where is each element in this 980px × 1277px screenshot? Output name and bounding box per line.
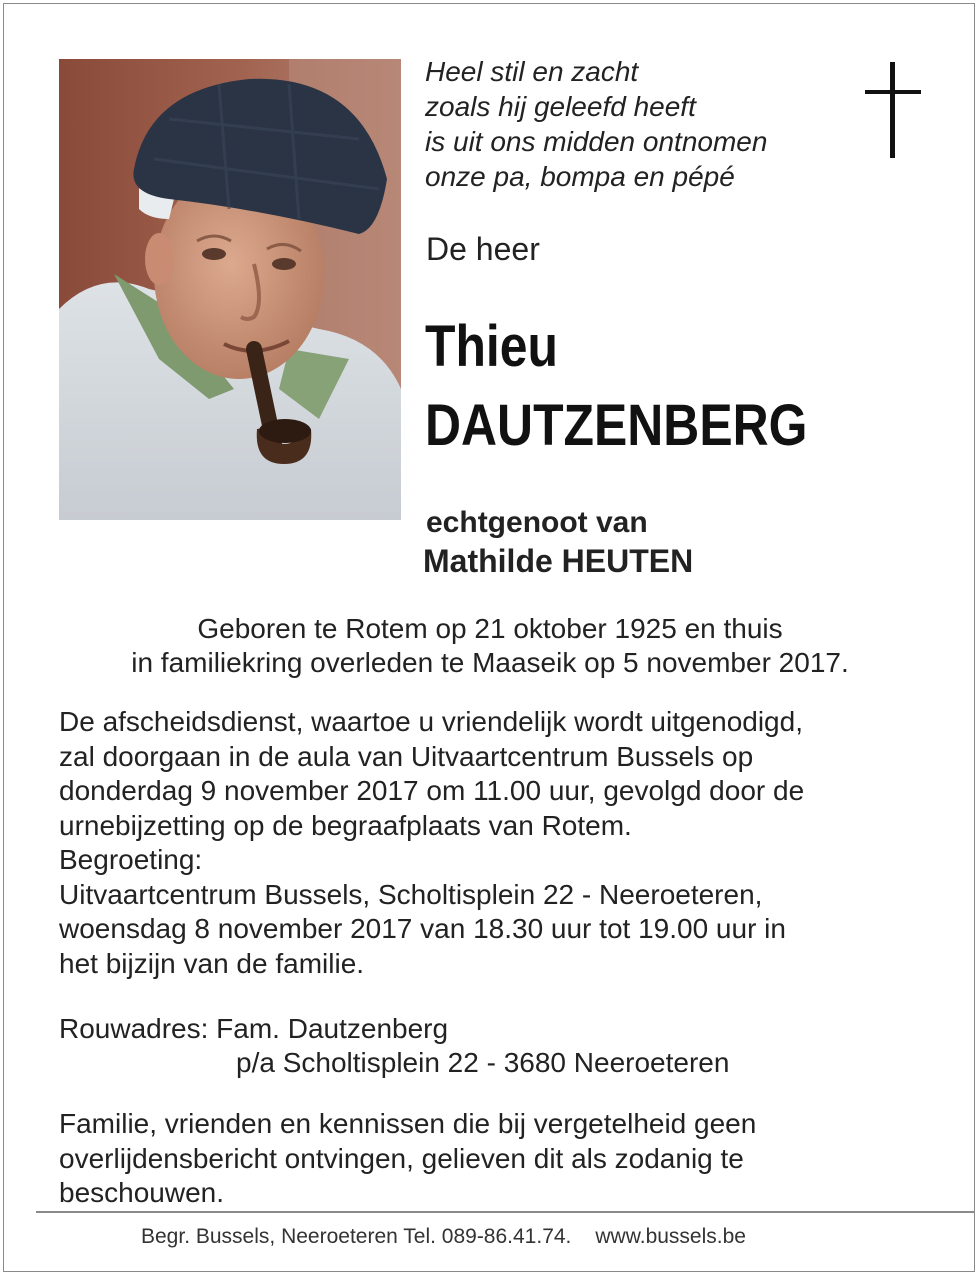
poem-line: onze pa, bompa en pépé <box>425 161 735 192</box>
first-name: Thieu <box>425 314 559 379</box>
honorific-title: De heer <box>426 231 540 267</box>
family-line: overlijdensbericht ontvingen, gelieven dit als zodanig te <box>59 1142 744 1174</box>
poem-line: is uit ons midden ontnomen <box>425 126 768 157</box>
birth-line: Geboren te Rotem op 21 oktober 1925 en thuis <box>197 613 783 644</box>
mourning-address-line2: p/a Scholtisplein 22 - 3680 Neeroeteren <box>236 1047 730 1078</box>
service-line: De afscheidsdienst, waartoe u vriendelijk wordt uitgenodigd, <box>59 706 803 737</box>
footer <box>141 1225 746 1249</box>
spouse-relation: echtgenoot van <box>426 506 648 539</box>
footer-divider <box>36 1211 974 1213</box>
portrait-photo <box>59 59 401 520</box>
family-line: beschouwen. <box>59 1177 225 1208</box>
funeral-company: Begr. Bussels, Neeroeteren Tel. 089-86.41.74. <box>141 1225 572 1248</box>
family-line: Familie, vrienden en kennissen die bij vergetelheid geen <box>59 1108 757 1139</box>
service-info <box>59 705 804 981</box>
service-line: urnebijzetting op de begraafplaats van Rotem. <box>59 809 632 841</box>
website-link[interactable]: www.bussels.be <box>595 1225 746 1248</box>
spouse-name: Mathilde HEUTEN <box>423 543 694 579</box>
birth-line: in familiekring overleden te Maaseik op 5 november 2017. <box>131 647 849 678</box>
mourning-address-line1: Rouwadres: Fam. Dautzenberg <box>59 1013 449 1044</box>
poem-line: Heel stil en zacht <box>425 56 639 87</box>
service-line: zal doorgaan in de aula van Uitvaartcentrum Bussels op <box>59 740 754 772</box>
cross-icon <box>865 62 921 158</box>
family-notice <box>59 1107 756 1211</box>
poem <box>425 54 767 194</box>
last-name: DAUTZENBERG <box>425 393 808 458</box>
birth-death-info <box>0 612 980 680</box>
service-line: woensdag 8 november 2017 van 18.30 uur tot 19.00 uur in <box>59 913 786 944</box>
service-line: Begroeting: <box>59 844 203 875</box>
service-line: donderdag 9 november 2017 om 11.00 uur, gevolgd door de <box>59 775 805 806</box>
poem-line: zoals hij geleefd heeft <box>425 91 696 122</box>
service-line: het bijzijn van de familie. <box>59 947 365 979</box>
service-line: Uitvaartcentrum Bussels, Scholtisplein 22 - Neeroeteren, <box>59 878 763 910</box>
